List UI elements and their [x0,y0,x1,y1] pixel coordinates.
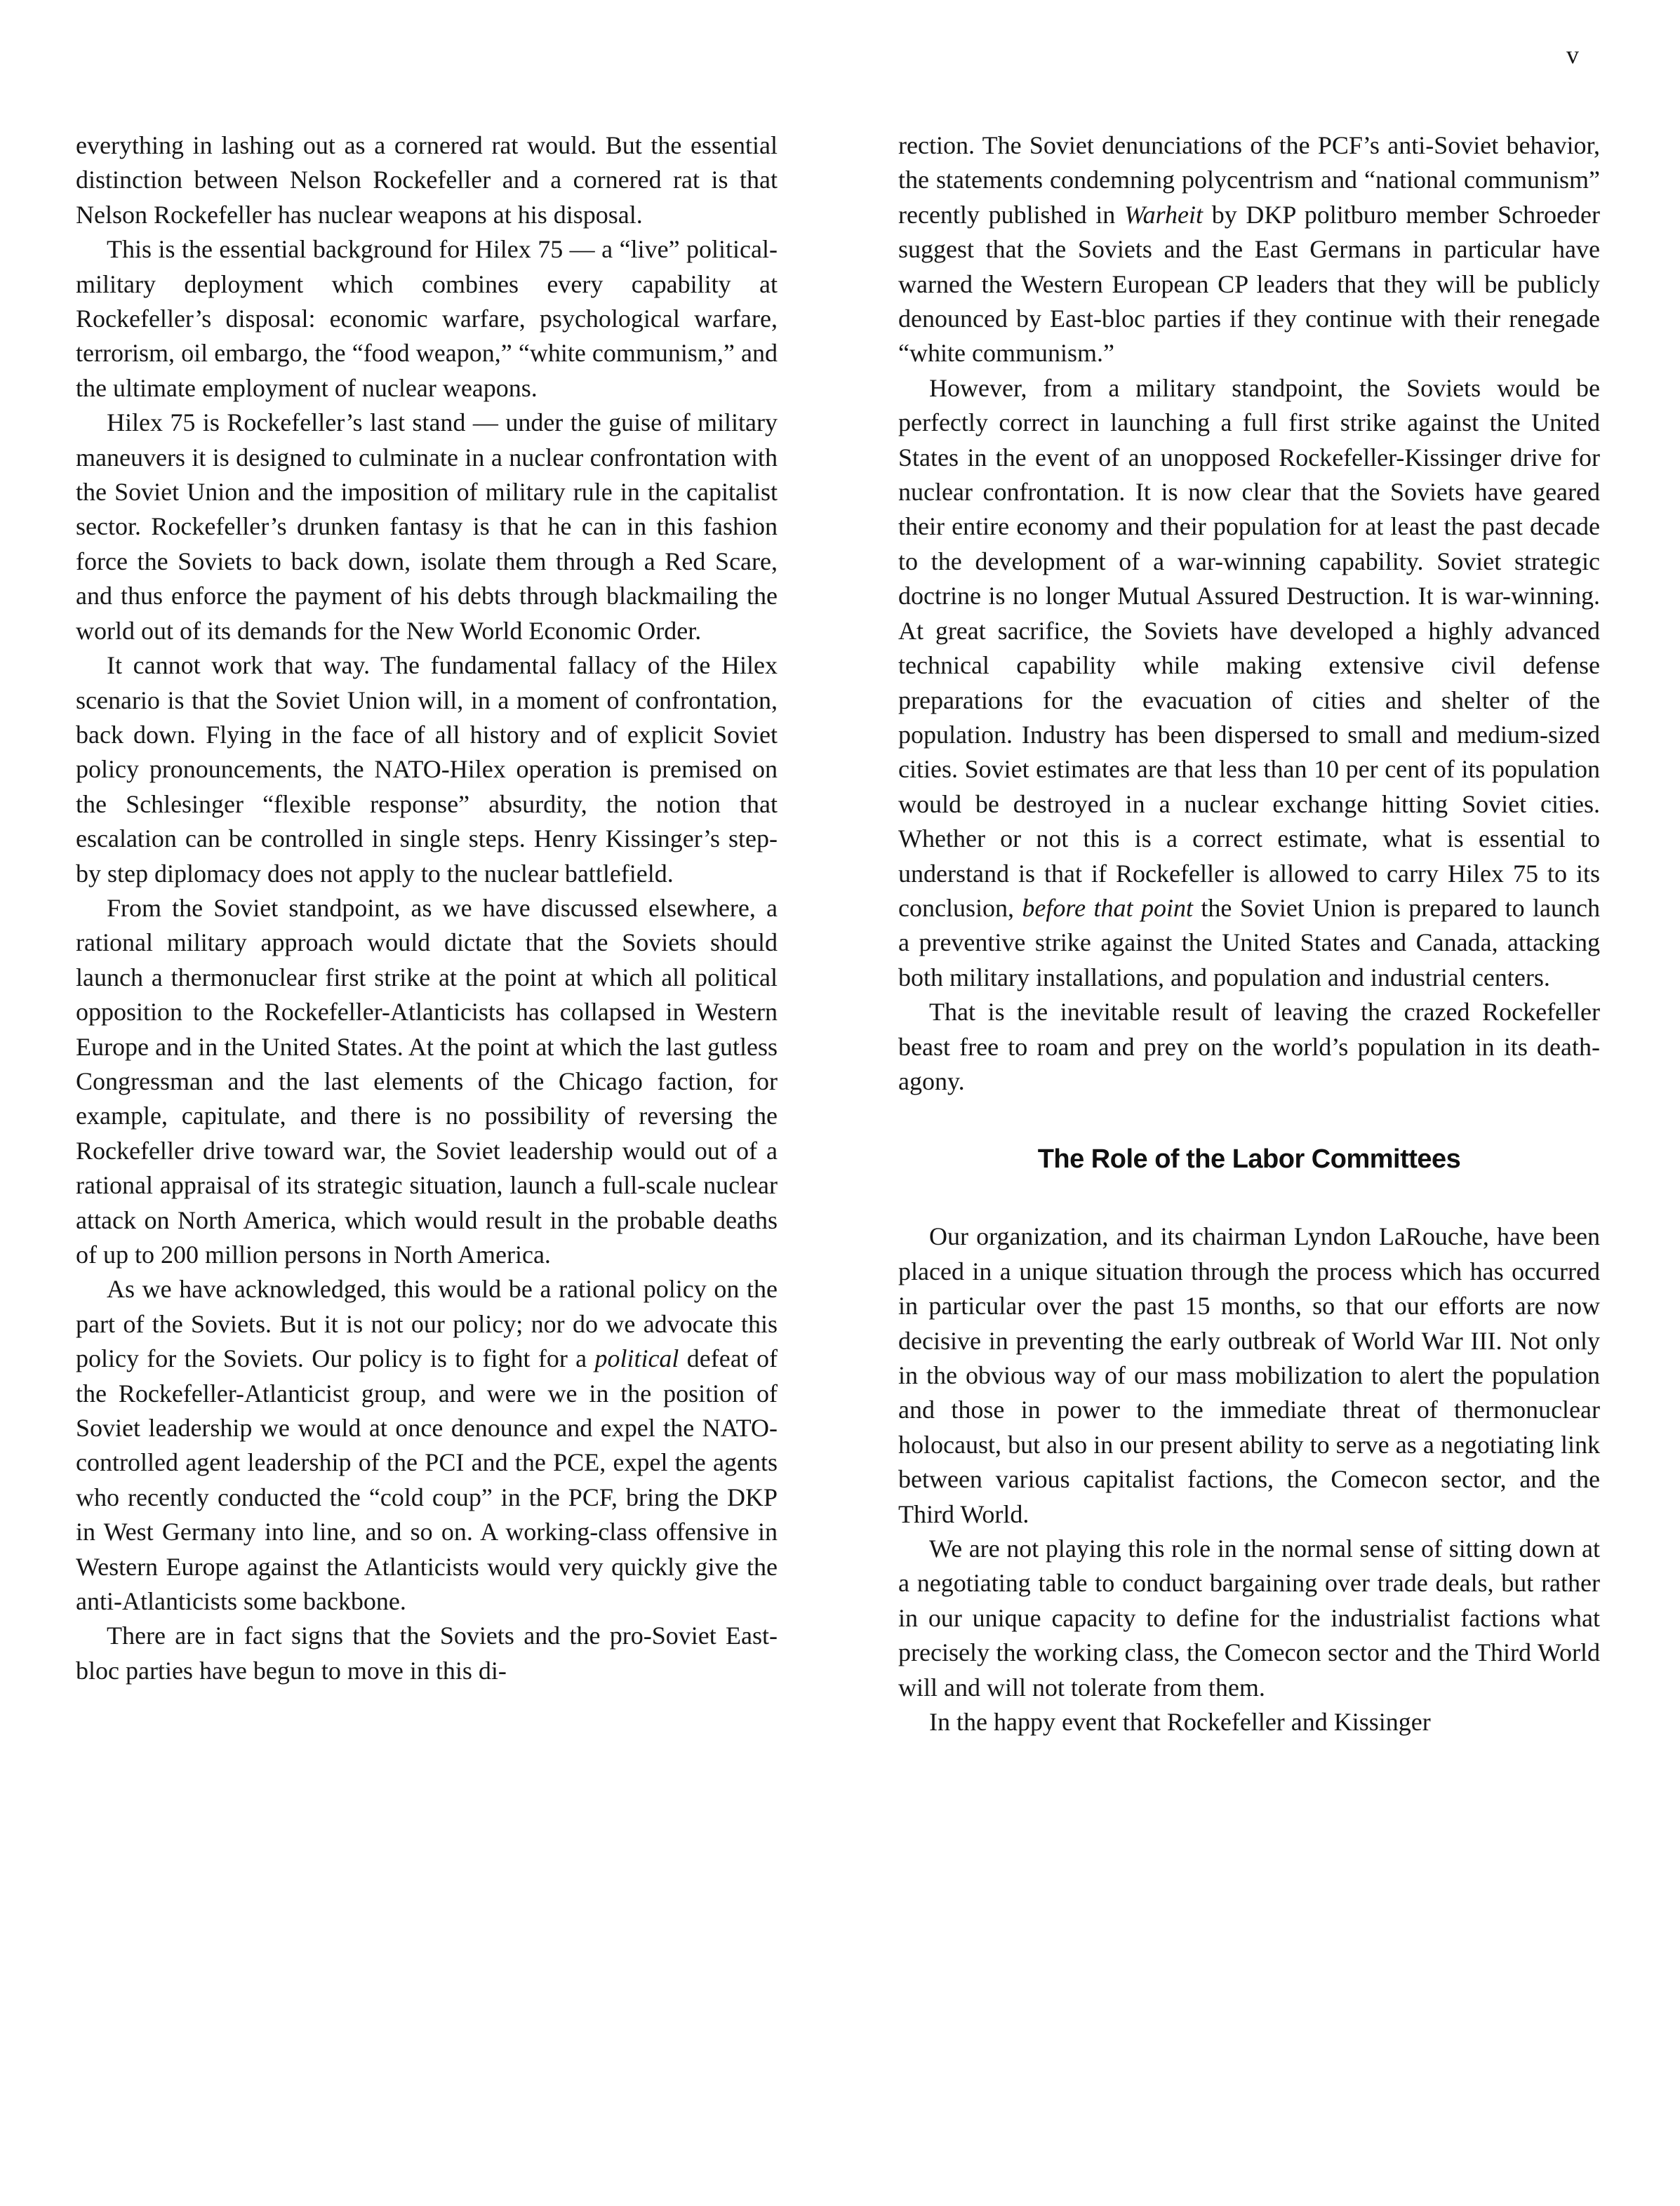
paragraph: From the Soviet standpoint, as we have discussed elsewhere, a rational military approach would dictate that the Soviets should launch a thermonuclear first strike at the point at which all political opposition to the Rockefeller-Atlanticists has collapsed in Western Europe and in the United States. At the point at which the last gutless Congressman and the last elements of the Chicago faction, for example, capitulate, and there is no possibility of reversing the Rockefeller drive toward war, the Soviet leadership would out of a rational appraisal of its strategic situation, launch a full-scale nuclear attack on North America, which would result in the probable deaths of up to 200 million persons in North America. [76,893,778,1269]
paragraph: It cannot work that way. The fundamental fallacy of the Hilex scenario is that the Soviet Union will, in a moment of confrontation, back down. Flying in the face of all history and of explicit Soviet policy pronouncements, the NATO-Hilex operation is premised on the Schlesinger “flexible response” absurdity, the notion that escalation can be controlled in single steps. Henry Kissinger’s step-by step diplomacy does not apply to the nuclear battlefield. [76,651,778,888]
paragraph: Hilex 75 is Rockefeller’s last stand — under the guise of military maneuvers it is designed to culminate in a nuclear confrontation with the Soviet Union and the imposition of military rule in the capitalist sector. Rockefeller’s drunken fantasy is that he can in this fashion force the Soviets to back down, isolate them through a Red Scare, and thus enforce the payment of his debts through blackmailing the world out of its demands for the New World Economic Order. [76,408,778,645]
text-span: defeat of the Rockefeller-Atlanticist group, and were we in the position of Soviet leadership we would at once denounce and expel the NATO-controlled agent leadership of the PCI and the PCE, expel the agents who recently conducted the “cold coup” in the PCF, bring the DKP in West Germany into line, and so on. A working-class offensive in Western Europe against the Atlanticists would very quickly give the anti-Atlanticists some backbone. [76,1344,778,1616]
paragraph [898,128,1600,371]
page-number: v [1566,41,1579,69]
emphasis-text: political [594,1344,679,1373]
emphasis-text: Warheit [1124,200,1204,229]
text-span: the Soviet Union is prepared to launch a preventive strike against the United States and Canada, attacking both military installations, and population and industrial centers. [898,893,1600,991]
paragraph: This is the essential background for Hilex 75 — a “live” political-military deployment which combines every capability at Rockefeller’s disposal: economic warfare, psychological warfare, terrorism, oil embargo, the “food weapon,” “white communism,” and the ultimate employment of nuclear weapons. [76,235,778,402]
text-span: As we have acknowledged, this would be a rational policy on the part of the Soviets. But it is not our policy; nor do we advocate this policy for the Soviets. Our policy is to fight for a [76,1275,778,1373]
paragraph [898,371,1600,995]
paragraph: We are not playing this role in the normal sense of sitting down at a negotiating table to conduct bargaining over trade deals, but rather in our unique capacity to define for the industrialist factions what precisely the working class, the Comecon sector and the Third World will and will not tolerate from them. [898,1535,1600,1702]
text-span: by DKP politburo member Schroeder suggest that the Soviets and the East Germans in particular have warned the Western European CP leaders that they will be publicly denounced by East-bloc parties if they continue with their renegade “white communism.” [898,200,1601,368]
right-column [898,128,1600,1739]
paragraph: Our organization, and its chairman Lyndon LaRouche, have been placed in a unique situation through the process which has occurred in particular over the past 15 months, so that our efforts are now decisive in preventing the early outbreak of World War III. Not only in the obvious way of our mass mobilization to alert the population and those in power to the immediate threat of thermonuclear holocaust, but also in our present ability to serve as a negotiating link between various capitalist factions, the Comecon sector, and the Third World. [898,1222,1600,1528]
text-span: However, from a military standpoint, the Soviets would be perfectly correct in launching a full first strike against the United States in the event of an unopposed Rockefeller-Kissinger drive for nuclear confrontation. It is now clear that the Soviets have geared their entire economy and their population for at least the past decade to the development of a war-winning capability. Soviet strategic doctrine is no longer Mutual Assured Destruction. It is war-winning. At great sacrifice, the Soviets have developed a highly advanced technical capability while making extensive civil defense preparations for the evacuation of cities and shelter of the population. Industry has been dispersed to small and medium-sized cities. Soviet estimates are that less than 10 per cent of its population would be destroyed in a nuclear exchange hitting Soviet cities. Whether or not this is a correct estimate, what is essential to understand is that if Rockefeller is allowed to carry Hilex 75 to its conclusion, [898,373,1600,922]
text-span: rection. The Soviet denunciations of the PCF’s anti-Soviet behavior, the statements condemning polycentrism and “national communism” recently published in [898,131,1600,229]
paragraph: In the happy event that Rockefeller and Kissinger [929,1708,1431,1737]
left-column [76,128,778,1688]
paragraph: everything in lashing out as a cornered rat would. But the essential distinction between Nelson Rockefeller and a cornered rat is that Nelson Rockefeller has nuclear weapons at his disposal. [76,131,778,229]
paragraph [76,1272,778,1619]
emphasis-text: before that point [1022,893,1193,922]
paragraph: That is the inevitable result of leaving the crazed Rockefeller beast free to roam and prey on the world’s population in its death-agony. [898,998,1600,1095]
paragraph: There are in fact signs that the Soviets and the pro-Soviet East-bloc parties have begun to move in this di- [76,1622,778,1685]
section-heading: The Role of the Labor Committees [1037,1144,1461,1175]
